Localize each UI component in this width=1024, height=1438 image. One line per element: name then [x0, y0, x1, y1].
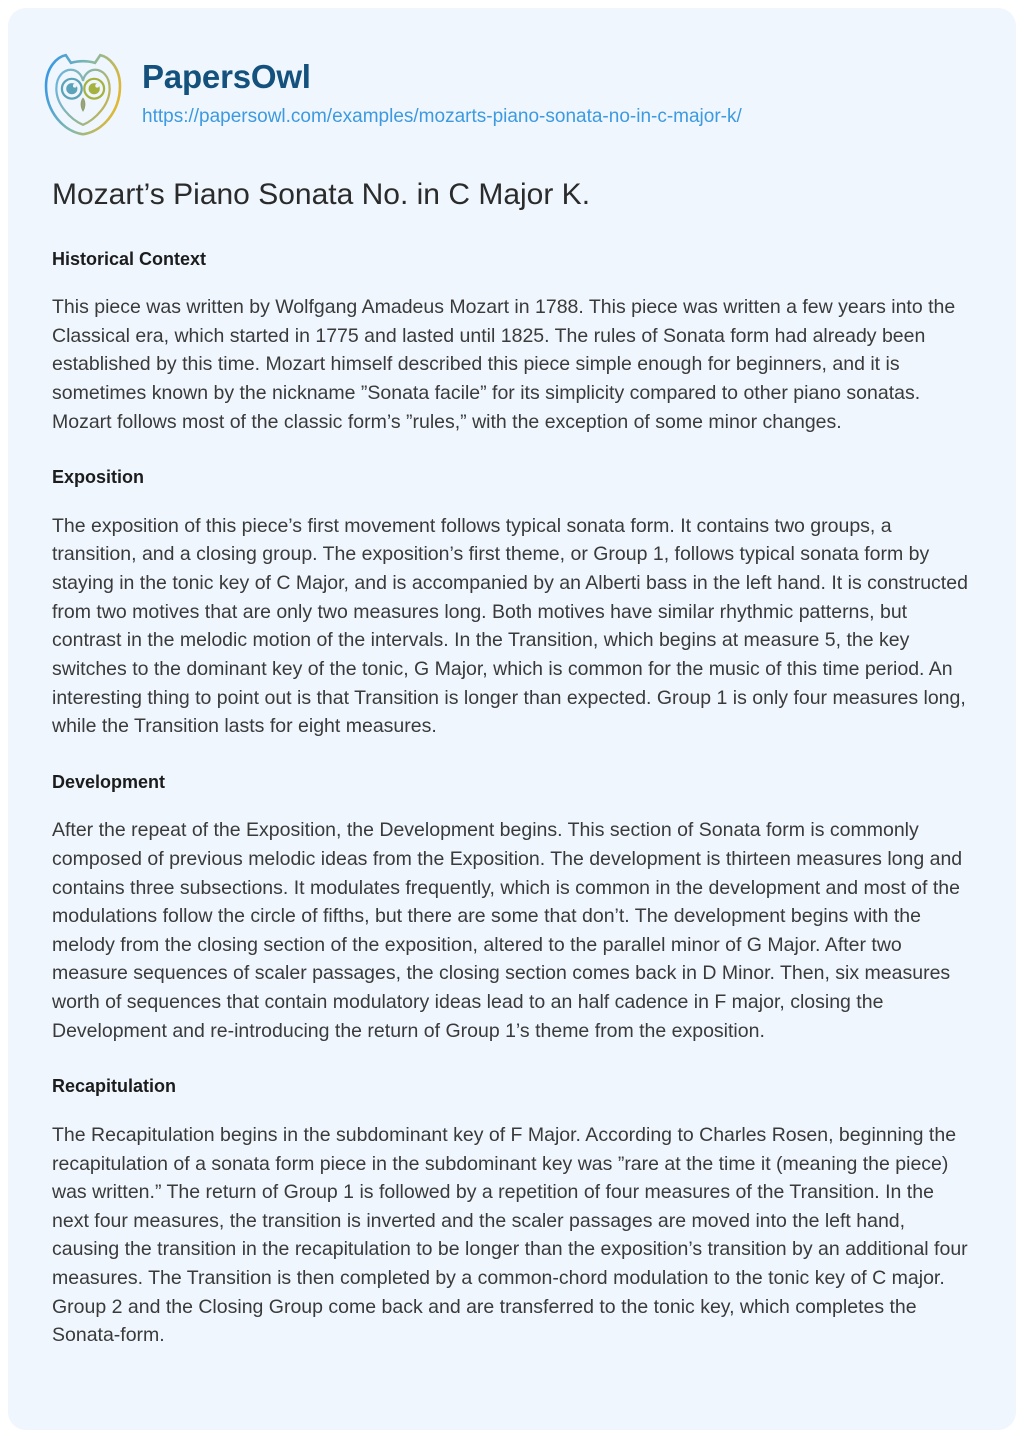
section-development [52, 771, 972, 1046]
owl-icon[interactable] [40, 48, 126, 138]
site-header [8, 8, 1016, 138]
source-url[interactable]: https://papersowl.com/examples/mozarts-piano-sonata-no-in-c-major-k/ [142, 105, 742, 127]
section-body: The exposition of this piece’s first movement follows typical sonata form. It contains two groups, a transition, and a closing group. The exposition’s first theme, or Group 1, follows typical sonata form by staying in the tonic key of C Major, and is accompanied by an Alberti bass in the left hand. It is constructed from two motives that are only two measures long. Both motives have similar rhythmic patterns, but contrast in the melodic motion of the intervals. In the Transition, which begins at measure 5, the key switches to the dominant key of the tonic, G Major, which is common for the music of this time period. An interesting thing to point out is that Transition is longer than expected. Group 1 is only four measures long, while the Transition lasts for eight measures. [52, 514, 968, 738]
section-body: The Recapitulation begins in the subdominant key of F Major. According to Charles Rosen, beginning the recapitulation of a sonata form piece in the subdominant key was ”rare at the time it (meaning the piece) was written.” The return of Group 1 is followed by a repetition of four measures of the Transition. In the next four measures, the transition is inverted and the scaler passages are moved into the left hand, causing the transition in the recapitulation to be longer than the exposition’s transition by an additional four measures. The Transition is then completed by a common-chord modulation to the tonic key of C major. Group 2 and the Closing Group come back and are transferred to the tonic key, which completes the Sonata-form. [52, 1123, 968, 1347]
brand-block [142, 57, 742, 128]
section-body: After the repeat of the Exposition, the Development begins. This section of Sonata form is commonly composed of previous melodic ideas from the Exposition. The development is thirteen measures long and contains three subsections. It modulates frequently, which is common in the development and most of the modulations follow the circle of fifths, but there are some that don’t. The development begins with the melody from the closing section of the exposition, altered to the parallel minor of G Major. After two measure sequences of scaler passages, the closing section comes back in D Minor. Then, six measures worth of sequences that contain modulatory ideas lead to an half cadence in F major, closing the Development and re-introducing the return of Group 1’s theme from the exposition. [52, 819, 963, 1042]
section-recapitulation [52, 1075, 972, 1350]
page-card [8, 8, 1016, 1430]
brand-name: PapersOwl [142, 58, 311, 96]
section-exposition [52, 466, 972, 741]
section-historical-context [52, 248, 972, 437]
section-heading: Development [52, 771, 166, 792]
page-title: Mozart’s Piano Sonata No. in C Major K. [52, 178, 591, 211]
article [8, 176, 1016, 1350]
section-heading: Recapitulation [52, 1076, 177, 1097]
section-heading: Historical Context [52, 248, 207, 269]
section-heading: Exposition [52, 467, 145, 488]
section-body: This piece was written by Wolfgang Amadeus Mozart in 1788. This piece was written a few years into the Classical era, which started in 1775 and lasted until 1825. The rules of Sonata form had already been established by this time. Mozart himself described this piece simple enough for beginners, and it is sometimes known by the nickname ”Sonata facile” for its simplicity compared to other piano sonatas. Mozart follows most of the classic form’s ”rules,” with the exception of some minor changes. [52, 295, 956, 433]
